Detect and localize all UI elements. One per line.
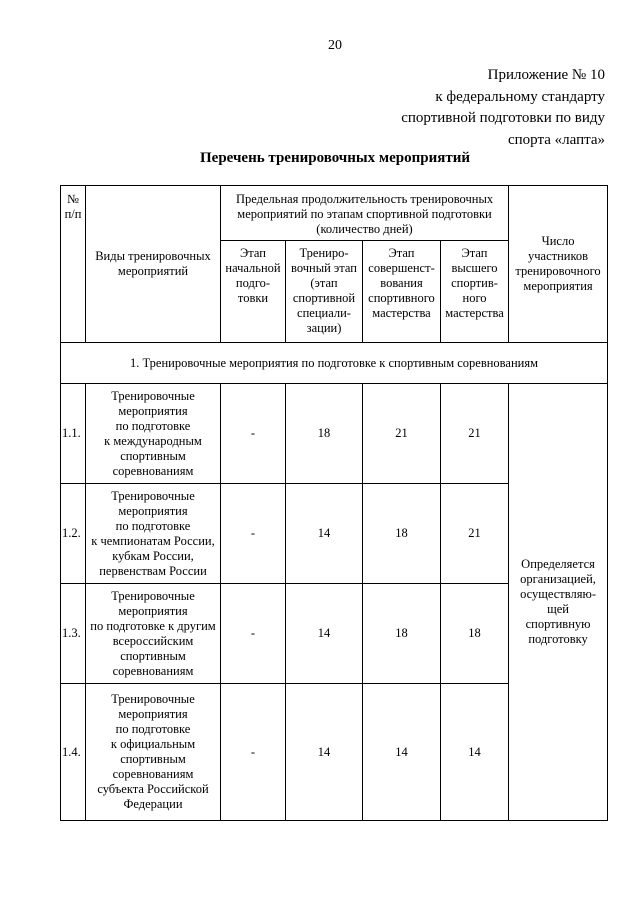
appendix-line: Приложение № 10 [487,67,605,83]
header-duration-group: Предельная продолжительность тренировочных мероприятий по этапам спортивной подготовки (количество дней) [221,186,509,241]
row-number: 1.4. [61,684,86,821]
appendix-line: спорта «лапта» [507,131,605,148]
header-participants: Число участников тренировочного мероприятия [509,186,608,343]
header-row [61,186,608,241]
row-value: 18 [363,584,441,684]
row-value: 14 [286,484,363,584]
row-number: 1.2. [61,484,86,584]
table-row [61,384,608,484]
row-value: 14 [363,684,441,821]
row-value: 21 [441,484,509,584]
row-value: 14 [286,584,363,684]
row-value: 18 [286,384,363,484]
section-row [61,343,608,384]
appendix-line: спортивной подготовки по виду [401,110,605,126]
row-value: - [221,484,286,584]
header-name: Виды тренировочных мероприятий [86,186,221,343]
row-value: 14 [286,684,363,821]
appendix-line: к федеральному стандарту [435,88,605,105]
row-value: - [221,584,286,684]
row-value: 14 [441,684,509,821]
section-title: 1. Тренировочные мероприятия по подготовке к спортивным соревнованиям [61,343,608,384]
row-value: 21 [441,384,509,484]
row-name: Тренировочные мероприятия по подготовке к другим всероссийским спортивным соревнованиям [86,584,221,684]
appendix-block [401,65,605,151]
row-name: Тренировочные мероприятия по подготовке к чемпионатам России, кубкам России, первенствам России [86,484,221,584]
header-stage-improvement: Этап совершенст- вования спортивного мастерства [363,241,441,343]
row-name: Тренировочные мероприятия по подготовке к официальным спортивным соревнованиям субъекта Российской Федерации [86,684,221,821]
row-name: Тренировочные мероприятия по подготовке к международным спортивным соревнованиям [86,384,221,484]
row-value: 18 [441,584,509,684]
row-number: 1.3. [61,584,86,684]
page-number: 20 [328,38,342,53]
document-title: Перечень тренировочных мероприятий [200,150,470,166]
header-stage-initial: Этап начальной подго- товки [221,241,286,343]
header-num: № п/п [61,186,86,343]
participants-value: Определяется организацией, осуществляю- щей спортивную подготовку [509,384,608,821]
row-value: 18 [363,484,441,584]
header-stage-highest: Этап высшего спортив- ного мастерства [441,241,509,343]
row-value: 21 [363,384,441,484]
row-number: 1.1. [61,384,86,484]
row-value: - [221,684,286,821]
row-value: - [221,384,286,484]
training-events-table [60,185,608,821]
header-stage-training: Трениро- вочный этап (этап спортивной специали- зации) [286,241,363,343]
